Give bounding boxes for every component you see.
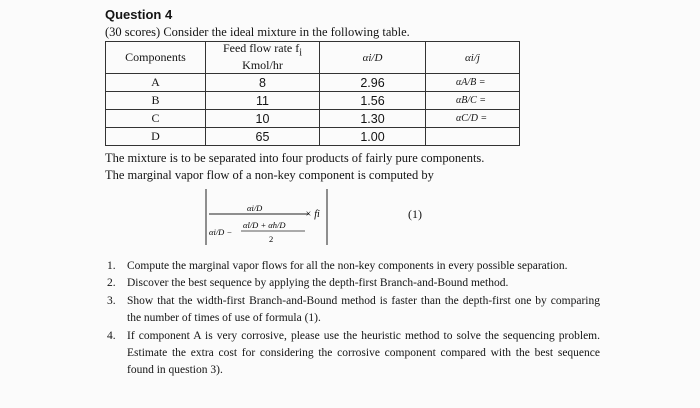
table-header-row: [106, 42, 520, 74]
table-row: [106, 92, 520, 110]
formula-left-term: αi/D −: [209, 227, 233, 237]
task-text: Show that the width-first Branch-and-Bound method is faster than the depth-first one by comparing the number of times of use of formula (1).: [127, 294, 600, 325]
mixture-table: [105, 41, 520, 146]
table-row: [106, 110, 520, 128]
task-number: 4.: [107, 329, 116, 342]
table-row: [106, 128, 520, 146]
header-feed-line2: Kmol/hr: [242, 58, 283, 73]
task-text: Discover the best sequence by applying the depth-first Branch-and-Bound method.: [127, 277, 509, 290]
formula-numerator: αi/D: [247, 203, 263, 213]
list-item: [105, 275, 600, 292]
formula-inner-numerator: αl/D + αh/D: [243, 220, 286, 230]
task-number: 3.: [107, 294, 116, 307]
header-alpha-ij: αi/j: [426, 42, 520, 74]
list-item: [105, 258, 600, 275]
paragraph-separation: The mixture is to be separated into four products of fairly pure components.: [105, 151, 485, 165]
header-feed-flow: [206, 42, 320, 74]
equation-number: (1): [408, 207, 422, 221]
question-intro: (30 scores) Consider the ideal mixture in the following table.: [105, 25, 410, 39]
task-number: 2.: [107, 277, 116, 290]
header-feed-line1: Feed flow rate f: [222, 41, 300, 55]
cell-alpha: 1.56: [320, 92, 426, 110]
table-row: [106, 74, 520, 92]
cell-component: C: [106, 110, 206, 128]
formula-inner-denominator: 2: [269, 234, 274, 244]
cell-feed: 10: [206, 110, 320, 128]
formula-times-f: × fi: [305, 209, 320, 220]
paragraph-marginal-vapor: The marginal vapor flow of a non-key component is computed by: [105, 168, 434, 182]
cell-alpha: 1.30: [320, 110, 426, 128]
cell-component: D: [106, 128, 206, 146]
cell-component: B: [106, 92, 206, 110]
header-feed-sub: i: [299, 47, 303, 59]
cell-ratio: αA/B =: [426, 74, 520, 92]
header-components: Components: [106, 42, 206, 74]
task-number: 1.: [107, 260, 116, 272]
cell-ratio: αC/D =: [426, 110, 520, 128]
marginal-vapor-formula: [205, 187, 329, 247]
cell-component: A: [106, 74, 206, 92]
cell-feed: 65: [206, 128, 320, 146]
cell-feed: 8: [206, 74, 320, 92]
cell-alpha: 2.96: [320, 74, 426, 92]
cell-ratio: [426, 128, 520, 146]
question-heading: Question 4: [105, 7, 173, 22]
list-item: [105, 328, 600, 380]
task-list: [105, 258, 600, 380]
task-text: Compute the marginal vapor flows for all the non-key components in every possible separation.: [127, 260, 568, 272]
cell-alpha: 1.00: [320, 128, 426, 146]
task-text: If component A is very corrosive, please use the heuristic method to solve the sequencing problem. Estimate the extra cost for considering the corrosive component compared with the best sequence found in question 3).: [127, 329, 600, 377]
header-alpha-iD: αi/D: [320, 42, 426, 74]
cell-ratio: αB/C =: [426, 92, 520, 110]
list-item: [105, 293, 600, 328]
cell-feed: 11: [206, 92, 320, 110]
